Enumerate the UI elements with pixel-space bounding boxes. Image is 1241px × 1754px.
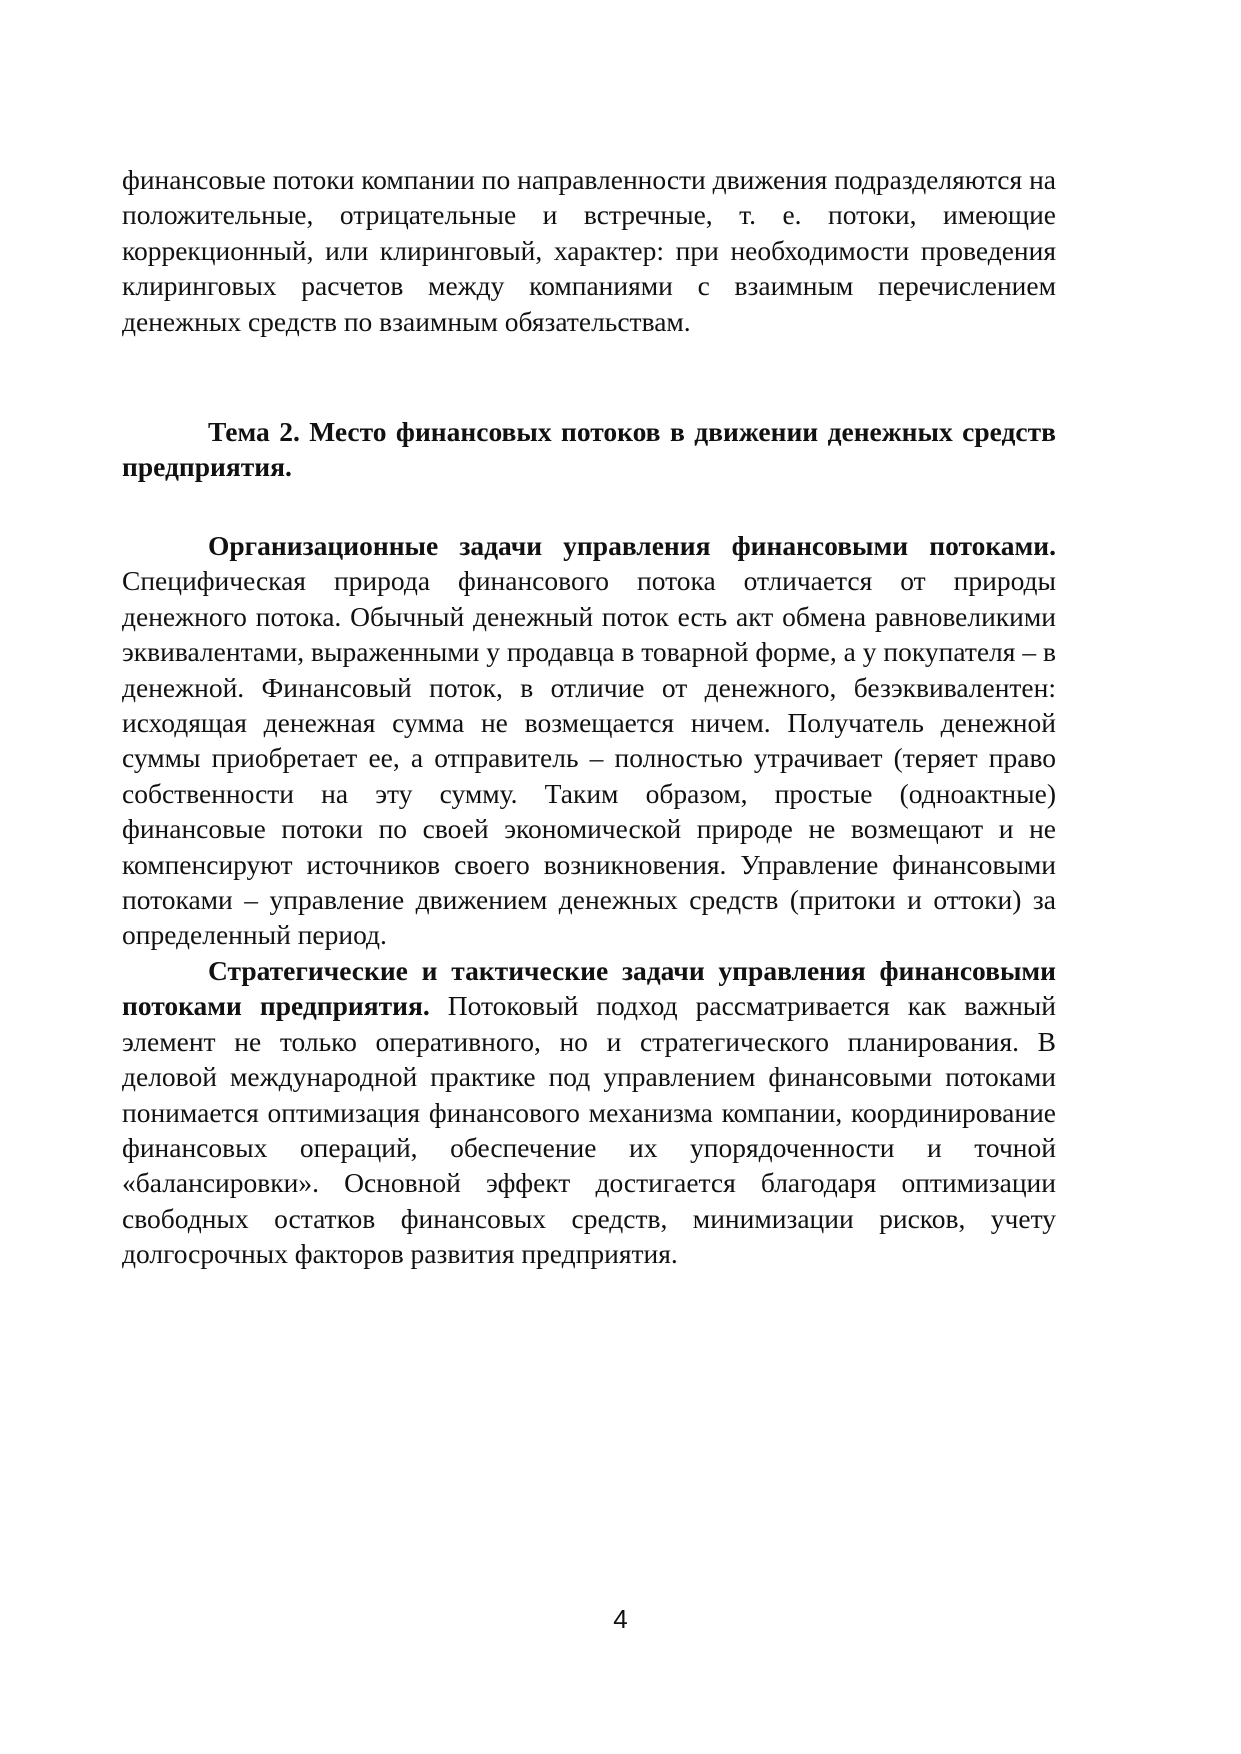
body-text <box>122 528 1056 1272</box>
paragraph-strategic-tasks <box>122 953 1056 1272</box>
paragraph-text-organizational: Специфическая природа финансового потока отличается от природы денежного потока. Обычный денежный поток есть акт обмена равновеликими эквивалентами, выраженными у продавца в товарной форме, а у покупателя – в денежной. Финансовый поток, в отличие от денежного, безэквивалентен: исходящая денежная сумма не возмещается ничем. Получатель денежной суммы приобретает ее, а отправитель – полностью утрачивает (теряет право собственности на эту сумму. Таким образом, простые (одноактные) финансовые потоки по своей экономической природе не возмещают и не компенсируют источников своего возникновения. Управление финансовыми потоками – управление движением денежных средств (притоки и оттоки) за определенный период. <box>122 565 1056 951</box>
paragraph-text-strategic: Потоковый подход рассматривается как важный элемент не только оперативного, но и стратегического планирования. В деловой международной практике под управлением финансовыми потоками понимается оптимизация финансового механизма компании, координирование финансовых операций, обеспечение их упорядоченности и точной «балансировки». Основной эффект достигается благодаря оптимизации свободных остатков финансовых средств, минимизации рисков, учету долгосрочных факторов развития предприятия. <box>122 990 1056 1270</box>
paragraph-organizational-tasks <box>122 528 1056 953</box>
page-number: 4 <box>613 1604 628 1634</box>
paragraph-lead-strategic: Стратегические и тактические задачи управления финансовыми потоками предприятия. <box>122 954 1056 1022</box>
paragraph-lead-organizational: Организационные задачи управления финансовыми потоками. <box>208 530 1056 561</box>
topic-heading: Тема 2. Место финансовых потоков в движении денежных средств предприятия. <box>122 416 1056 483</box>
intro-text: финансовые потоки компании по направленности движения подразделяются на положительные, отрицательные и встречные, т. е. потоки, имеющие коррекционный, или клиринговый, характер: при необходимости проведения клиринговых расчетов между компаниями с взаимным перечислением денежных средств по взаимным обязательствам. <box>122 164 1056 337</box>
intro-paragraph <box>122 162 1056 339</box>
